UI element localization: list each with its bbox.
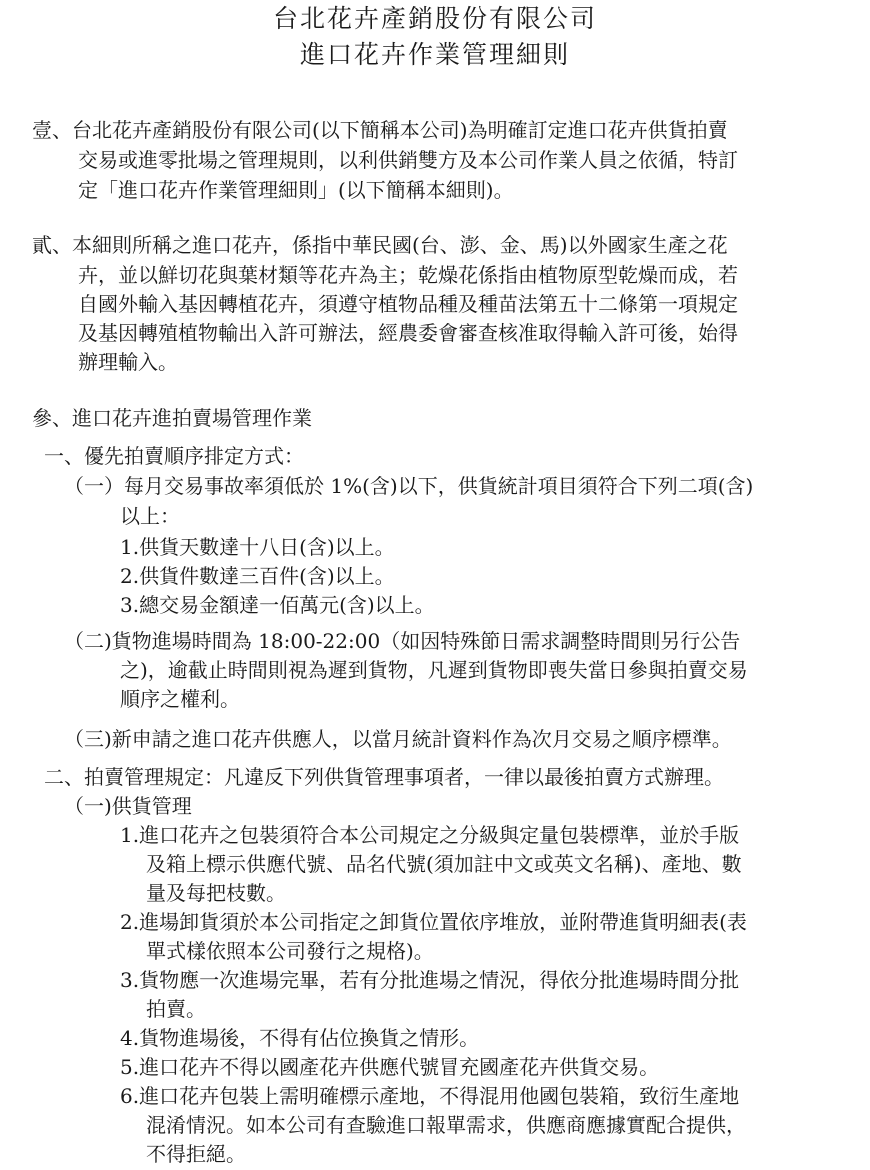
section-1-line-2: 交易或進零批場之管理規則，以利供銷雙方及本公司作業人員之依循，特訂	[78, 148, 738, 172]
rule-3-line-1: 3.貨物應一次進場完畢，若有分批進場之情況，得依分批進場時間分批	[120, 968, 740, 992]
section-2-line-2: 卉，並以鮮切花與葉材類等花卉為主；乾燥花係指由植物原型乾燥而成，若	[78, 263, 738, 287]
rule-1-line-2: 及箱上標示供應代號、品名代號(須加註中文或英文名稱)、產地、數	[146, 852, 742, 876]
section-1-line-3: 定「進口花卉作業管理細則」(以下簡稱本細則)。	[78, 178, 514, 202]
criteria-1: 1.供貨天數達十八日(含)以上。	[120, 535, 395, 559]
supply-management-heading: （一)供貨管理	[64, 794, 192, 818]
criteria-3: 3.總交易金額達一佰萬元(含)以上。	[120, 593, 435, 617]
rule-1-line-1: 1.進口花卉之包裝須符合本公司規定之分級與定量包裝標準，並於手版	[120, 823, 740, 847]
rule-5: 5.進口花卉不得以國產花卉供應代號冒充國產花卉供貨交易。	[120, 1055, 660, 1079]
item-2-line-2: 之)，逾截止時間則視為遲到貨物，凡遲到貨物即喪失當日參與拍賣交易	[120, 658, 748, 682]
document-title: 進口花卉作業管理細則	[299, 40, 570, 69]
item-1-line-1: （一）每月交易事故率須低於 1%(含)以下，供貨統計項目須符合下列二項(含)	[64, 474, 754, 498]
item-1-line-2: 以上：	[120, 504, 180, 528]
rule-2-line-1: 2.進場卸貨須於本公司指定之卸貨位置依序堆放，並附帶進貨明細表(表	[120, 910, 747, 934]
rule-2-line-2: 單式樣依照本公司發行之規格)。	[146, 939, 434, 963]
section-2-line-4: 及基因轉殖植物輸出入許可辦法，經農委會審查核准取得輸入許可後，始得	[78, 321, 738, 345]
criteria-2: 2.供貨件數達三百件(含)以上。	[120, 564, 395, 588]
company-name: 台北花卉產銷股份有限公司	[272, 4, 597, 33]
item-2-line-1: （二)貨物進場時間為 18:00-22:00（如因特殊節日需求調整時間則另行公告	[64, 629, 741, 653]
rule-1-line-3: 量及每把枝數。	[146, 881, 286, 905]
rule-6-line-1: 6.進口花卉包裝上需明確標示產地，不得混用他國包裝箱，致衍生產地	[120, 1084, 740, 1108]
rule-4: 4.貨物進場後，不得有佔位換貨之情形。	[120, 1026, 480, 1050]
section-1-line-1: 壹、台北花卉產銷股份有限公司(以下簡稱本公司)為明確訂定進口花卉供貨拍賣	[32, 118, 728, 142]
rule-3-line-2: 拍賣。	[146, 997, 206, 1021]
item-3: （三)新申請之進口花卉供應人，以當月統計資料作為次月交易之順序標準。	[64, 727, 732, 751]
section-2-line-1: 貳、本細則所稱之進口花卉，係指中華民國(台、澎、金、馬)以外國家生產之花	[32, 233, 728, 257]
rule-6-line-3: 不得拒絕。	[146, 1142, 246, 1166]
section-3-heading: 參、進口花卉進拍賣場管理作業	[32, 406, 312, 430]
subsection-2-heading: 二、拍賣管理規定：凡違反下列供貨管理事項者，一律以最後拍賣方式辦理。	[44, 765, 724, 789]
subsection-1-heading: 一、優先拍賣順序排定方式：	[44, 444, 304, 468]
item-2-line-3: 順序之權利。	[120, 687, 240, 711]
section-2-line-3: 自國外輸入基因轉植花卉，須遵守植物品種及種苗法第五十二條第一項規定	[78, 292, 738, 316]
rule-6-line-2: 混淆情況。如本公司有查驗進口報單需求，供應商應據實配合提供，	[146, 1113, 746, 1137]
section-2-line-5: 辦理輸入。	[78, 350, 178, 374]
